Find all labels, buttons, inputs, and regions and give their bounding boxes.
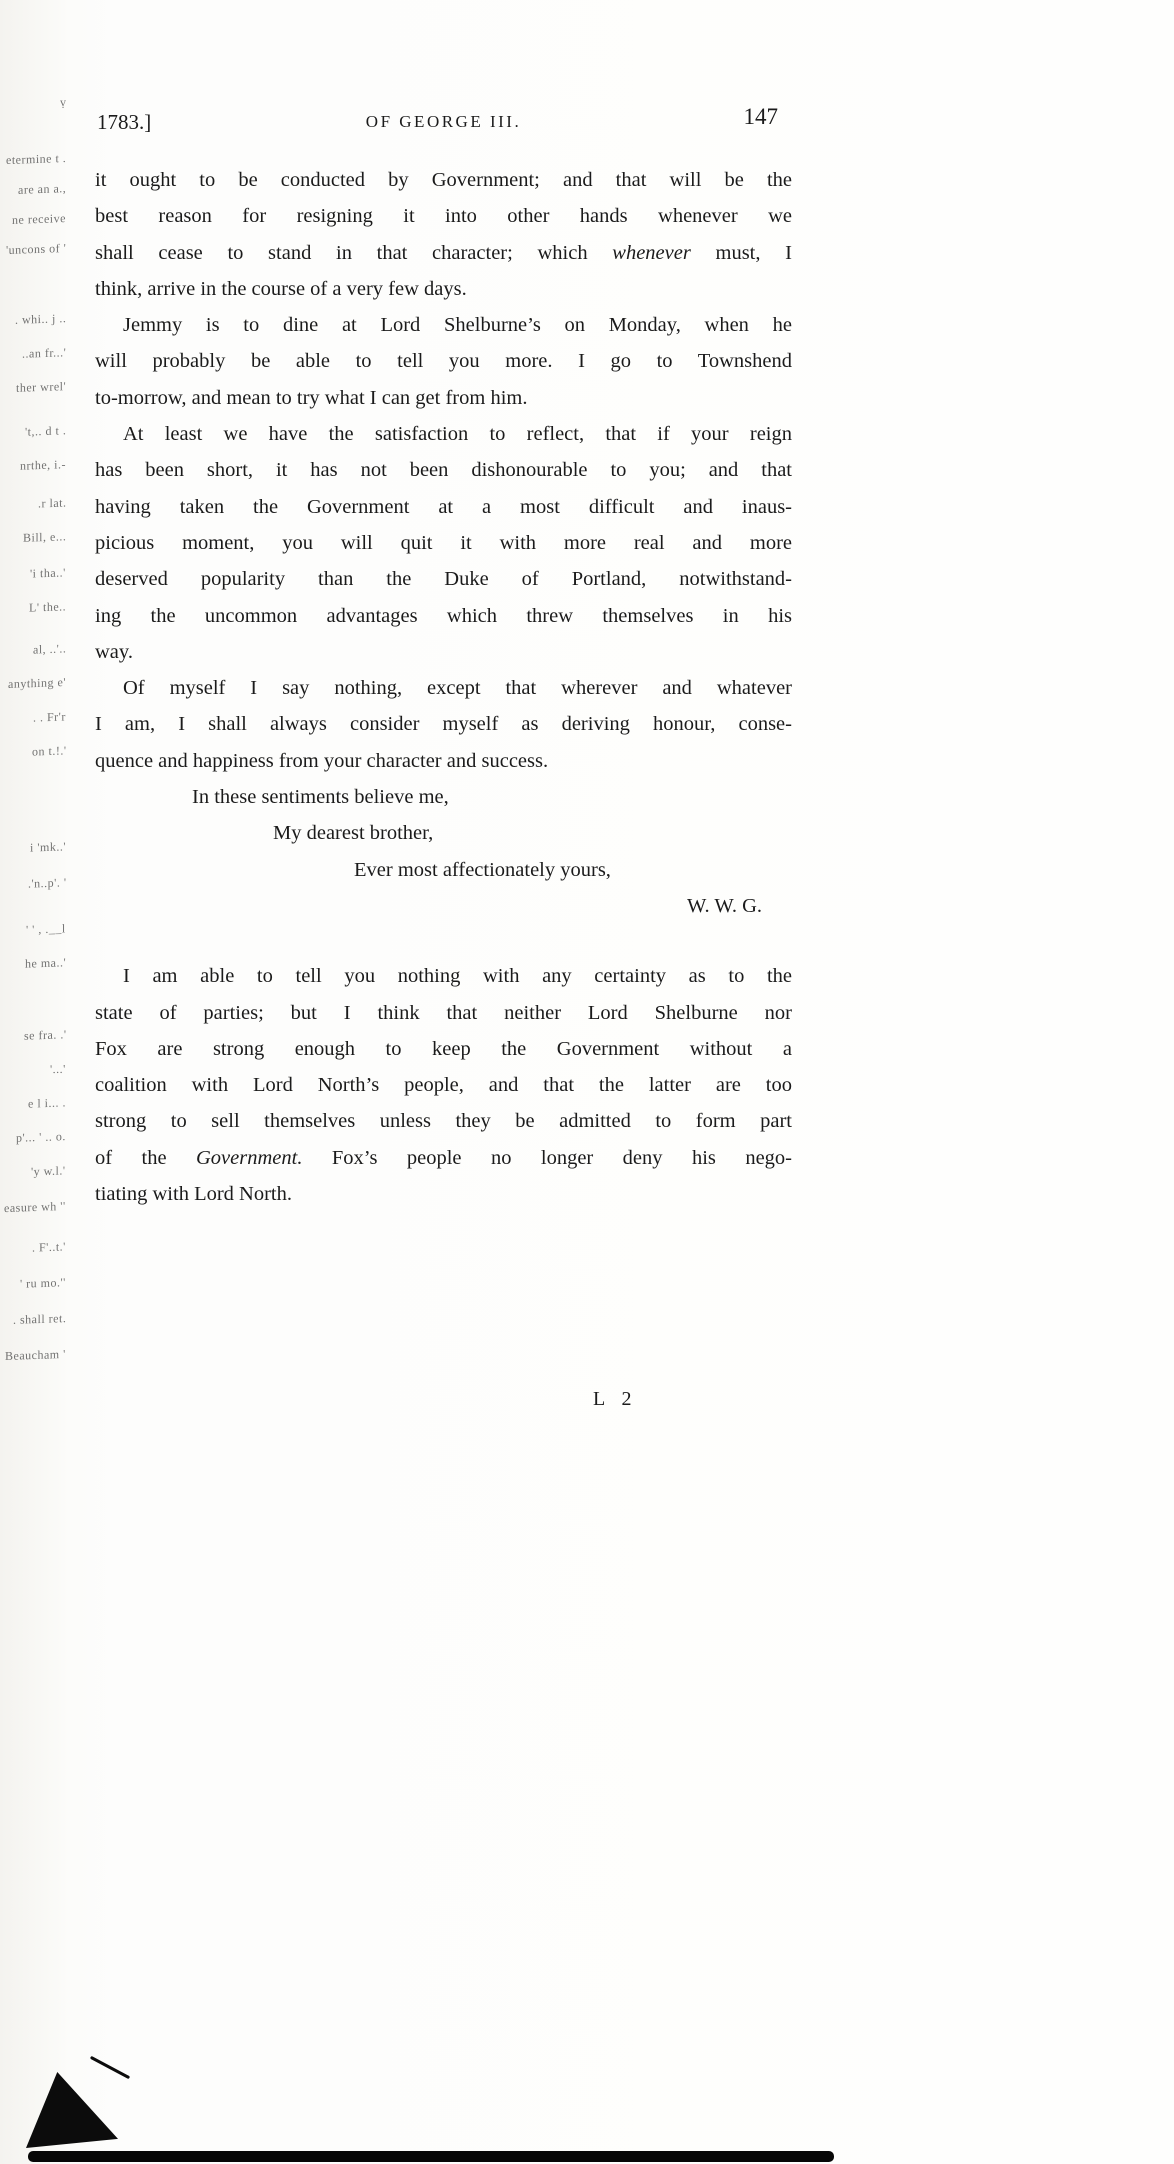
margin-bleed-fragment: e l i... . [28,1095,66,1111]
margin-bleed-fragment: ' ' , .__l [26,921,66,937]
text-line: coalition with Lord North’s people, and that the latter are too [95,1074,792,1097]
text-line: Jemmy is to dine at Lord Shelburne’s on Monday, when he [123,314,792,337]
margin-bleed-fragment: . whi.. j .. [14,311,66,327]
text-line: Of myself I say nothing, except that wherever and whatever [123,677,792,700]
paragraph [95,416,792,670]
text-line: to-morrow, and mean to try what I can get from him. [95,386,528,409]
letter-closing-line: In these sentiments believe me, [192,786,449,809]
running-header [95,104,792,144]
text-line: ing the uncommon advantages which threw themselves in his [95,604,792,627]
margin-bleed-column [0,0,72,2164]
margin-bleed-fragment: 't,.. d t . [24,423,66,439]
text-line: At least we have the satisfaction to reflect, that if your reign [123,423,792,446]
running-header-title: OF GEORGE III. [365,112,522,131]
paragraph [95,958,792,1212]
page-number: 147 [743,104,778,129]
margin-bleed-fragment: '...' [50,1061,66,1077]
text-line: best reason for resigning it into other hands whenever we [95,205,792,228]
margin-bleed-fragment: p'... ' .. o. [16,1129,66,1145]
margin-bleed-fragment: . . Fr'r [33,709,66,725]
signature-mark: L 2 [593,1388,638,1410]
paragraph [95,307,792,416]
text-line: Fox are strong enough to keep the Government without a [95,1037,792,1060]
text-line: has been short, it has not been dishonourable to you; and that [95,459,792,482]
margin-bleed-fragment: i 'mk..' [30,839,66,855]
margin-bleed-fragment: Beaucham ' [5,1346,66,1364]
text-line: shall cease to stand in that character; which whenever must, I [95,241,792,264]
text-line: deserved popularity than the Duke of Portland, notwithstand- [95,568,792,591]
text-line: will probably be able to tell you more. I go to Townshend [95,350,792,373]
margin-bleed-fragment: anything e' [8,674,66,692]
italic-text: Government. [195,1146,303,1169]
margin-bleed-fragment: ṿ [59,94,66,110]
margin-bleed-fragment: he ma..' [24,955,66,971]
letter-break [95,924,792,958]
text-line: way. [95,640,133,663]
margin-bleed-fragment: ne receive [12,211,66,227]
paragraph [95,162,792,307]
margin-bleed-fragment: L' the.. [28,599,66,615]
text-line: quence and happiness from your character and success. [95,749,549,772]
margin-bleed-fragment: 'i tha..' [30,565,66,581]
margin-bleed-fragment: . shall ret. [12,1311,66,1327]
text-block [95,104,792,1212]
margin-bleed-fragment: ..an fr...' [21,345,66,361]
scan-artifact-bottom-bar [28,2151,834,2162]
text-line: I am able to tell you nothing with any certainty as to the [123,965,792,988]
letter-body [95,162,792,1212]
margin-bleed-fragment: al, ..'.. [32,641,66,657]
margin-bleed-fragment: .r lat. [37,495,66,511]
margin-bleed-fragment: nrthe, i.- [20,457,66,473]
margin-bleed-fragment: on t.!.' [31,743,66,759]
margin-bleed-fragment: etermine t . [5,150,66,168]
letter-closing-line: My dearest brother, [273,822,434,845]
scan-artifact-line [90,2056,130,2079]
margin-bleed-fragment: ' ru mo.'' [20,1275,66,1291]
margin-bleed-fragment: ther wrel' [15,379,66,395]
text-line: picious moment, you will quit it with more real and more [95,531,792,554]
margin-bleed-fragment: 'uncons of ' [5,240,66,258]
text-line: strong to sell themselves unless they be admitted to form part [95,1110,792,1133]
margin-bleed-fragment: .'n..p'. ' [27,875,66,891]
running-header-date: 1783.] [97,110,152,134]
text-line: state of parties; but I think that neither Lord Shelburne nor [95,1001,792,1024]
margin-bleed-fragment: se fra. .' [23,1027,66,1043]
margin-bleed-fragment: easure wh '' [4,1198,66,1216]
text-line: having taken the Government at a most difficult and inaus- [95,495,792,518]
text-line: it ought to be conducted by Government; and that will be the [95,169,792,191]
margin-bleed-fragment: . F'..t.' [32,1239,66,1255]
margin-bleed-fragment: Bill, e... [22,529,66,545]
margin-bleed-fragment: 'y w.l.' [31,1163,66,1179]
text-line: think, arrive in the course of a very few days. [95,277,467,300]
text-line: of the Government. Fox’s people no longer deny his nego- [95,1146,792,1169]
text-line: tiating with Lord North. [95,1183,293,1206]
letter-signature: W. W. G. [687,894,762,917]
letter-closing-line: Ever most affectionately yours, [354,858,611,881]
text-line: I am, I shall always consider myself as deriving honour, conse- [95,713,792,736]
margin-bleed-fragment: are an a., [17,181,66,197]
paragraph [95,670,792,779]
italic-text: whenever [612,241,691,264]
